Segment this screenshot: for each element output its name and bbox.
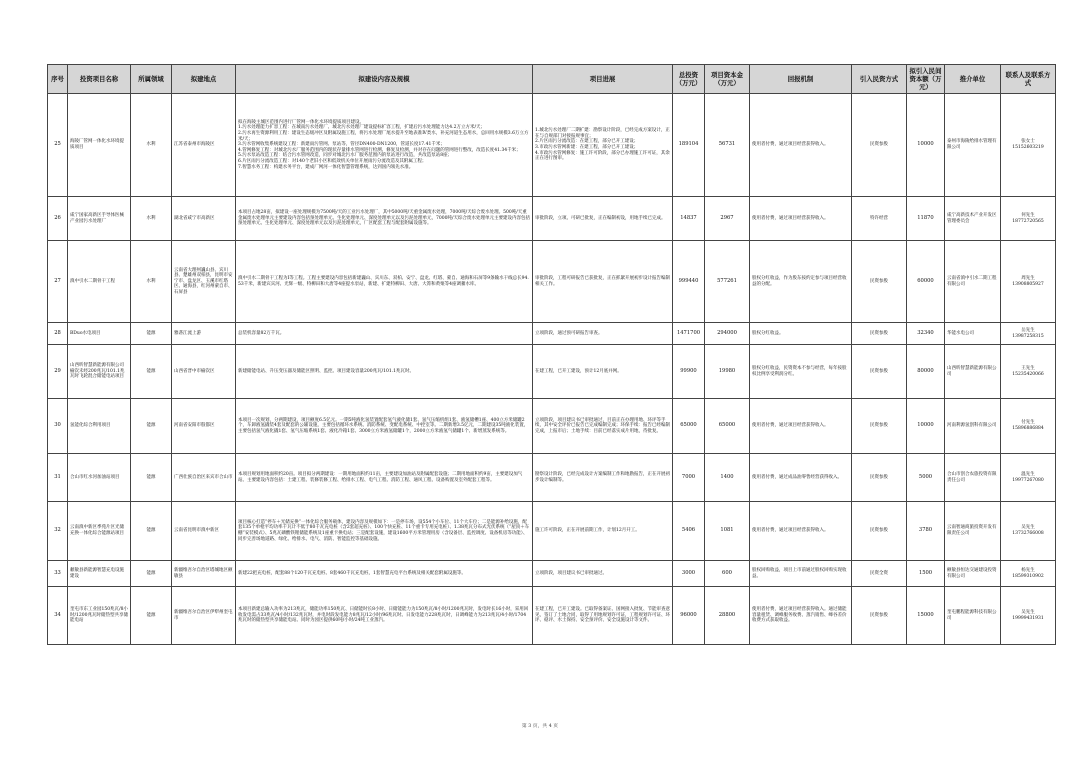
cell-content: 总装机容量82万千瓦。 [236, 323, 533, 345]
cell-promoter: 云南省滇中引水二期工程有限公司 [945, 241, 1001, 323]
cell-total: 3000 [673, 561, 705, 587]
cell-content: 滇中引水二期骨干工程为Ⅰ等工程。工程主要建设内容包括新建巍山、宾川东、双柏、安宁、盘龙、红塔、蒙自、通海和石屏等9条输水干线总长94.53千米，新建宾宾河、光辉一级、特柳田和大唐等4座提水泵站，新建、扩建特柳田、大唐、大箐和黄栗等4座调蓄水库。 [236, 241, 533, 323]
cell-name: 山西昕智慧新能源有限公司榆次未经200兆瓦/101.1兆瓦时飞轮混合储能电站项目 [68, 345, 131, 399]
cell-location: 云南省昆明市滇中新区 [172, 502, 236, 561]
cell-capital: 1400 [705, 454, 750, 502]
cell-method: 民资参股 [852, 587, 907, 645]
cell-capital: 600 [705, 561, 750, 587]
header-progress: 项目进展 [533, 65, 673, 94]
cell-name: 云南滇中新区季苑片区光储充换一体化综合能源站项目 [68, 502, 131, 561]
cell-seq: 31 [48, 454, 68, 502]
cell-private: 3780 [907, 502, 945, 561]
cell-private: 80000 [907, 345, 945, 399]
cell-return: 股权分红收益，民资资本不参与经营，每年按股权比例享受利润分红。 [750, 345, 852, 399]
header-capital: 项目资本金（万元） [705, 65, 750, 94]
project-table [47, 64, 1056, 645]
cell-content: 本项目占地28亩，拟建设一座处理规模为7500吨/天的工业污水处理厂，其中5000吨/天重金属废水处理，7000吨/天综合废水处理。500吨/天重金属废水处理单元主要建设内容包括预处理单元、生化处理单元、深度处理单元以及污泥处理单元，7000吨/天综合废水处理单元主要建设内容包括预处理单元、生化处理单元、深度处理单元以及污泥处理单元，厂区配套工程与配套附属设施等。 [236, 197, 533, 241]
cell-name: BDuo水电项目 [68, 323, 131, 345]
cell-location: 山西省晋中市榆次区 [172, 345, 236, 399]
cell-seq: 32 [48, 502, 68, 561]
cell-total: 1471700 [673, 323, 705, 345]
cell-name: 奎屯市东工业园150兆瓦/8小时/1200兆瓦时储热型共享储能电站 [68, 587, 131, 645]
cell-method: 民资参股 [852, 502, 907, 561]
cell-location: 河南省安阳市殷都区 [172, 399, 236, 454]
cell-contact: 吴先生 19999431931 [1001, 587, 1056, 645]
cell-promoter: 山西昕智慧新能源有限公司 [945, 345, 1001, 399]
cell-promoter: 泰州市海陵给排水管理有限公司 [945, 94, 1001, 197]
cell-location: 新疆维吾尔自治区塔城地区额敏县 [172, 561, 236, 587]
cell-return: 股权回购收益，项目上市前通过股权回购实现收益。 [750, 561, 852, 587]
header-location: 拟建地点 [172, 65, 236, 94]
cell-field: 能源 [131, 454, 172, 502]
cell-field: 能源 [131, 502, 172, 561]
cell-total: 14837 [673, 197, 705, 241]
cell-method: 民资参股 [852, 241, 907, 323]
cell-location: 云南省大理州巍山县、宾川县、楚雄州双柏县，昆明市安宁市、盘龙区、玉溪市红塔区、通海县，红河州蒙自市、石屏县 [172, 241, 236, 323]
cell-capital: 577261 [705, 241, 750, 323]
cell-contact: 温先生 19977267080 [1001, 454, 1056, 502]
cell-total: 96000 [673, 587, 705, 645]
cell-promoter: 奎屯鹏程能源科技有限公司 [945, 587, 1001, 645]
cell-private: 15000 [907, 587, 945, 645]
header-total: 总投资（万元） [673, 65, 705, 94]
cell-method: 民资参股 [852, 454, 907, 502]
cell-private: 10000 [907, 94, 945, 197]
cell-capital: 294000 [705, 323, 750, 345]
cell-promoter: 河南利源氢创科有限公司 [945, 399, 1001, 454]
cell-content: 本项目规划用地面积约20亩。项目拟分两期建设：一期用地面积约11亩，主要建设加油站及附属配套设施；二期用地面积约9亩，主要建设加气站。主要建设内容包括：土建工程、装修装修工程、给排水工程、电气工程、消防工程、通风工程、设备购置及室外配套工程等。 [236, 454, 533, 502]
cell-content: 本项目新建总输入功率为213兆瓦，储能功率150兆瓦、日储能时长8小时、日储能能力为150兆瓦/8小时/1200兆瓦时，发电时长16小时，采用回收发电需占33兆瓦/4小时/132兆瓦时，并电时段发电能力8兆瓦/12小时/96兆瓦时。日发电能力228兆瓦时，日调峰能力为213兆瓦/4小时/1704兆瓦时的储热型共享储能电站。同时为园区提供60吨/小时/24吨工业蒸汽。 [236, 587, 533, 645]
cell-private: 60000 [907, 241, 945, 323]
cell-total: 5406 [673, 502, 705, 561]
cell-private: 5000 [907, 454, 945, 502]
cell-progress: 在建工程，已开工建设，预计12月底并网。 [533, 345, 673, 399]
table-row [48, 502, 1056, 561]
cell-promoter: 云南智通商旅投资开发有限责任公司 [945, 502, 1001, 561]
cell-name: 海陵厂管网一体化水环境提质项目 [68, 94, 131, 197]
cell-promoter: 咸宁高新技术产业开发区管理委员会 [945, 197, 1001, 241]
cell-progress: 勘察设计阶段，已经完成设计方案编制工作和地勘报告，正在开展初步设计编制等。 [533, 454, 673, 502]
cell-name: 咸宁国家高新区手导体医械产业园污水处理厂 [68, 197, 131, 241]
table-row [48, 323, 1056, 345]
cell-private: 32340 [907, 323, 945, 345]
header-name: 投资项目名称 [68, 65, 131, 94]
page-footer: 第 3 页，共 4 页 [521, 724, 559, 729]
cell-return: 使用者付费，通过成品油零售经营获得收入。 [750, 454, 852, 502]
cell-content: 本项目一次规划，分两期建设，项目额度6.5亿元。一期5吨液化氢装置配套氢气液化储1套、氢气压缩机组1套、液氢储槽1座、400立方米储罐2个，车卸液氢撬装4套及配套的公辅设施，主要包括循环水系统、消防系统、变配电系统、中控室等。二期新增3.5亿元，二期建设35吨液化装置，主要包括氢气液化撬1套、氢气压缩系统1套、液化冷箱1套、3000立方米液氢储罐1个，2000立方米液氢气储罐1个、新增蒸发系统等。 [236, 399, 533, 454]
cell-progress: 审批阶段，工程可研报告已获批复，正在抓紧开展初步设计报告编制相关工作。 [533, 241, 673, 323]
project-sheet [47, 64, 1055, 645]
cell-content: 新建22把充电桩，配套88个120千瓦充电桩、8套460千瓦充电桩，1套智慧充电平台系统及相关配套附属设施等。 [236, 561, 533, 587]
header-contact: 联系人及联系方式 [1001, 65, 1056, 94]
table-body [48, 94, 1056, 645]
cell-content: 拟在海陵主城区范围内进行厂管网一体化水环境提质项目建设。 1.污水处理能力扩容工程：在城南污水处理厂、城北污水处理厂建设提标扩容工程，扩建后污水处理能力达4.2万立方米/天； 2.污水再生资源利用工程：建设生态缓冲区及附属设施工程，将污水处理厂尾水提升至地表准Ⅳ类水，补充河道生态用水，总回用水规模3.6万立方米/天； 3.污水管网收集系统建设工程：新建雨污管网、泵站等，管径DN400-DN1200，管道长度17.41千米； 4.管网修复工程：对城北污水厂服务范围内的现状存量排水管网进行检测、修复及检测，并对存在问题的管网进行整改，改造长度41.34千米； 5.污水泵站改造工程：结合污水管网改造，同步对城北污水厂服务范围内的泵站进行改造，共改造泵站8座； 6.片区雨污分流改造工程：对140个老旧小区和低效机关单位开展雨污分流改造及其附属工程； 7.智慧水务工程：构建水务平台，建成厂网河一体化智慧管理系统，达到国内领先水准。 [236, 94, 533, 197]
cell-seq: 33 [48, 561, 68, 587]
cell-seq: 27 [48, 241, 68, 323]
cell-field: 水利 [131, 197, 172, 241]
cell-field: 能源 [131, 399, 172, 454]
cell-progress: 立项阶段，项目建议书已审批通过，目前正在办理用地、环评等手续，其中安全评价已报告已完成编制完成；环保手续：报告已经编制完成，上报市后；土地手续：目前已经落实成片用地，待批复。 [533, 399, 673, 454]
cell-seq: 26 [48, 197, 68, 241]
cell-total: 189104 [673, 94, 705, 197]
cell-contact: 周先生 13908805927 [1001, 241, 1056, 323]
cell-promoter: 额敏县恒达交通建设投资有限公司 [945, 561, 1001, 587]
cell-field: 能源 [131, 561, 172, 587]
cell-return: 使用者付费，通过项目经营获得收入。通过储能容量租赁、调峰服务收费、蒸汽销售、峰谷差价收费方式获取收益。 [750, 587, 852, 645]
cell-return: 使用者付费，通过项目经营获得收入。 [750, 94, 852, 197]
cell-contact: 付先生 15896886884 [1001, 399, 1056, 454]
cell-return: 股权分红收益。 [750, 323, 852, 345]
cell-method: 民资参股 [852, 345, 907, 399]
cell-method: 特许经营 [852, 197, 907, 241]
header-method: 引入民资方式 [852, 65, 907, 94]
cell-return: 股权分红收益，作为股东按约定参与项目经营收益的分配。 [750, 241, 852, 323]
header-seq: 序号 [48, 65, 68, 94]
cell-return: 使用者付费，通过项目经营获得收入。 [750, 399, 852, 454]
table-row [48, 587, 1056, 645]
cell-contact: 岳先生 13987258315 [1001, 323, 1056, 345]
cell-field: 能源 [131, 587, 172, 645]
cell-private: 10000 [907, 399, 945, 454]
cell-contact: 何先生 18772720565 [1001, 197, 1056, 241]
cell-return: 使用者付费，通过项目经营获得收入。 [750, 197, 852, 241]
cell-capital: 19980 [705, 345, 750, 399]
cell-method: 民资参股 [852, 399, 907, 454]
cell-progress: 审批阶段，立项、可研已批复，正在编制初设，用地手续已完成。 [533, 197, 673, 241]
cell-progress: 在建工程，已开工建设。已取得备案证、国网接入批复、节能审查意见，签订了土地合同，取得了用地规划许可证，工程规划许可证、环评、稳评、水土保持、安全预评价、安全设施设计等文件。 [533, 587, 673, 645]
cell-total: 99900 [673, 345, 705, 399]
cell-name: 頼敏县新能源智慧充电设施建设 [68, 561, 131, 587]
table-header [48, 65, 1056, 94]
cell-private: 11870 [907, 197, 945, 241]
cell-location: 新疆维吾尔自治区伊犁州奎屯市 [172, 587, 236, 645]
header-return: 回报机制 [750, 65, 852, 94]
cell-total: 999440 [673, 241, 705, 323]
cell-field: 能源 [131, 323, 172, 345]
cell-location: 雅砻江流上游 [172, 323, 236, 345]
cell-field: 水利 [131, 94, 172, 197]
table-row [48, 94, 1056, 197]
cell-seq: 30 [48, 399, 68, 454]
cell-location: 广西壮族自治区来宾市合山市 [172, 454, 236, 502]
header-field: 所属领域 [131, 65, 172, 94]
cell-contact: 杨先生 18599310902 [1001, 561, 1056, 587]
cell-field: 能源 [131, 345, 172, 399]
cell-capital: 56731 [705, 94, 750, 197]
cell-progress: 立项阶段，项目建议书已审批通过。 [533, 561, 673, 587]
cell-private: 1500 [907, 561, 945, 587]
cell-return: 使用者付费，通过项目经营获得收入。 [750, 502, 852, 561]
cell-seq: 29 [48, 345, 68, 399]
header-promoter: 推介单位 [945, 65, 1001, 94]
cell-name: 滇中引水二期骨干工程 [68, 241, 131, 323]
cell-promoter: 合山市创合农旅投资有限责任公司 [945, 454, 1001, 502]
table-row [48, 345, 1056, 399]
cell-seq: 28 [48, 323, 68, 345]
cell-seq: 25 [48, 94, 68, 197]
cell-field: 水利 [131, 241, 172, 323]
cell-location: 江苏省泰州市海陵区 [172, 94, 236, 197]
table-row [48, 399, 1056, 454]
table-row [48, 561, 1056, 587]
table-row [48, 241, 1056, 323]
cell-seq: 34 [48, 587, 68, 645]
table-row [48, 454, 1056, 502]
cell-name: 氢能化综合利用项目 [68, 399, 131, 454]
cell-contact: 王先生 15235420066 [1001, 345, 1056, 399]
cell-promoter: 华能水电公司 [945, 323, 1001, 345]
header-private: 拟引入民间资本额（万元） [907, 65, 945, 94]
cell-capital: 65000 [705, 399, 750, 454]
cell-progress: 立项阶段，通过预可研报告审查。 [533, 323, 673, 345]
cell-capital: 1081 [705, 502, 750, 561]
cell-content: 新建储能电站、升压变压器及储能区照明、监控。项目建设容量200兆瓦/101.1兆瓦时。 [236, 345, 533, 399]
cell-method: 民资参股 [852, 323, 907, 345]
table-row [48, 197, 1056, 241]
cell-total: 65000 [673, 399, 705, 454]
cell-progress: 施工许可阶段，正在开展前期工作，计划12月开工。 [533, 502, 673, 561]
cell-location: 湖北省咸宁市高新区 [172, 197, 236, 241]
cell-contact: 张女士 15152603219 [1001, 94, 1056, 197]
header-content: 拟建设内容及规模 [236, 65, 533, 94]
cell-progress: 1.城北污水处理厂二期扩建：勘察设计阶段，已经完成方案设计，正在与自规部门对接报规事宜； 2.片区雨污分流改造：在建工程，部分已开工建设； 3.市政污水管网新建：在建工程，部分已开工建设； 4.市政污水管网修复：施工许可阶段，部分已办理施工许可证，其余正在进行图审。 [533, 94, 673, 197]
cell-name: 合山市红水河加油站项目 [68, 454, 131, 502]
cell-capital: 2967 [705, 197, 750, 241]
cell-capital: 28800 [705, 587, 750, 645]
cell-total: 7000 [673, 454, 705, 502]
cell-contact: 吴先生 13732766008 [1001, 502, 1056, 561]
cell-content: 项目核心打造“停车＋光储充换”一体化综合服务载体，建设内容及规模如下：一是停车场，设554个小车位、11个大车位；二是能源补给设施，配套135个单枪平均功率千瓦计不低于80千瓦充电桩（含2套超充桩）、100个快充桩、11个重卡专用充电桩）、1.38兆瓦分布式光伏系统（“屋顶＋车棚”安装模式）、5兆瓦磷酸铁锂储能系统及1座重卡换电站；三是配套设施，建设1600平方米管理用房（含设备层、监控调度、设备机房等功能）、同步完善场地道路、绿化、给排水、电气、消防、智能监控等基础设施。 [236, 502, 533, 561]
cell-method: 民资全资 [852, 561, 907, 587]
cell-method: 民资参股 [852, 94, 907, 197]
